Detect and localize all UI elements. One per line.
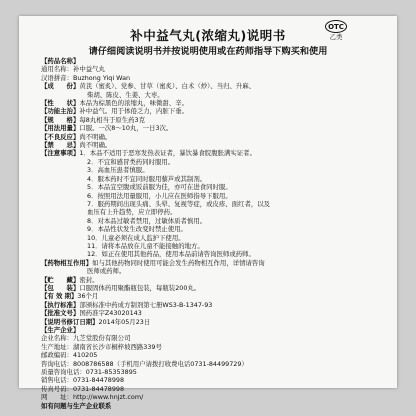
section-label: 【贮 藏】: [41, 275, 80, 284]
field-label: 生产地址：: [41, 342, 73, 351]
field-value: 国药准字Z43020143: [79, 309, 142, 318]
website-link[interactable]: http://www.hnjzt.com/: [72, 393, 144, 402]
note-item: 11．请将本品放在儿童不能接触的地方。: [87, 241, 204, 250]
field-value: 每8丸相当于原生药3克: [79, 115, 145, 124]
adverse-row: [41, 133, 371, 141]
section-label: 【规 格】: [41, 115, 80, 124]
field-value: 0731-85353895: [85, 368, 137, 377]
document-subtitle: 请仔细阅读说明书并按说明使用或在药师指导下购买和使用: [88, 46, 328, 57]
section-label: 【性 状】: [41, 99, 80, 108]
notes-header-row: [41, 149, 371, 157]
otc-grade: 乙类: [329, 33, 343, 41]
storage-row: [41, 276, 371, 284]
interaction-row: [41, 259, 371, 267]
section-label: 【注意事项】: [41, 149, 80, 158]
sales-phone-row: [41, 376, 371, 384]
section-label: 【药品名称】: [41, 57, 80, 65]
section-label: 【药物相互作用】: [41, 258, 93, 267]
field-value: Buzhong Yiqi Wan: [72, 73, 131, 82]
fax-row: [41, 385, 371, 393]
field-value: 410205: [72, 351, 98, 360]
section-label: 【包 装】: [41, 283, 80, 292]
note-item: 8．对本品过敏者禁用，过敏体质者慎用。: [87, 216, 207, 225]
field-value: 尚不明确。: [79, 132, 112, 141]
dosage-row: [41, 124, 371, 132]
field-value: 0731-84478998: [72, 376, 125, 385]
field-value: 口服固体药用聚酯瓶包装，每瓶装200丸。: [79, 283, 201, 292]
field-label: 通用名称：: [41, 65, 73, 74]
field-value: 尚不明确。: [79, 141, 112, 150]
field-value: 口服。一次8～10丸，一日3次。: [79, 124, 173, 133]
validity-row: [41, 292, 371, 300]
instruction-sheet: [19, 16, 397, 410]
note-item: 12．如正在使用其他药品，使用本品前请咨询医师或药师。: [87, 250, 255, 259]
indications-row: [41, 107, 371, 115]
note-item: 4．服本药时不宜同时服用藜芦或其制剂。: [87, 174, 207, 183]
field-value: 医师或药师。: [87, 267, 126, 276]
field-value: 2014年05月23日: [98, 317, 151, 326]
section-label: 【批准文号】: [41, 309, 80, 318]
field-label: 网 址：: [41, 393, 73, 402]
specification-row: [41, 116, 371, 124]
note-item: 3．高血压患者慎服。: [87, 166, 149, 175]
instruction-body: [41, 57, 371, 410]
website-row: [41, 393, 371, 401]
section-label: 【功能主治】: [41, 107, 80, 116]
section-label: 【成 份】: [41, 82, 80, 91]
note-item: 血压有上升趋势，应立即停药。: [87, 208, 177, 217]
field-value: 补中益气丸: [72, 65, 105, 74]
field-label: 企业名称：: [41, 334, 73, 343]
footer-note: 如有问题与生产企业联系: [41, 401, 112, 410]
standard-row: [41, 301, 371, 309]
note-item: 6．按照用法用量服用，小儿应在医师指导下服用。: [87, 191, 232, 200]
field-value: 黄芪（蜜炙）、党参、甘草（蜜炙）、白术（炒）、当归、升麻、: [79, 82, 256, 91]
note-item: 2．不宜和感冒类药同时服用。: [87, 157, 175, 166]
field-label: 质量咨询电话：: [41, 368, 86, 377]
section-label: 【禁 忌】: [41, 141, 80, 150]
section-label: 【不良反应】: [41, 132, 80, 141]
footer-row: [41, 402, 371, 410]
revision-row: [41, 318, 371, 326]
section-label: 【生产企业】: [41, 326, 80, 334]
note-item: 5．本品宜空腹或饭前服为佳，亦可在进食同时服。: [87, 183, 232, 192]
field-value: 本品为棕黑色的浓缩丸，味微甜、辛。: [79, 99, 188, 108]
field-value: 湖南省长沙市桐梓坡西路339号: [72, 342, 162, 351]
field-value: 柴胡、陈皮、生姜、大枣。: [87, 90, 164, 99]
field-label: 咨询电话：: [41, 359, 73, 368]
section-label: 【有 效 期】: [41, 292, 78, 301]
common-name-row: [41, 65, 371, 73]
hotline-row: [41, 360, 371, 368]
approval-row: [41, 309, 371, 317]
note-item: 9．本品性状发生改变时禁止使用。: [87, 225, 187, 234]
field-label: 邮政编码：: [41, 351, 73, 360]
address-row: [41, 343, 371, 351]
field-value: 九芝堂股份有限公司: [72, 334, 131, 343]
field-value: 8008786588（手机用户请拨打收费电话0731-84499729）: [72, 359, 248, 368]
interaction-row-continued: [41, 267, 371, 275]
ingredients-row: [41, 82, 371, 90]
field-value: 36个月: [77, 292, 99, 301]
section-label: 【说明书修订日期】: [41, 317, 99, 326]
section-label: 【用法用量】: [41, 124, 80, 133]
postcode-row: [41, 351, 371, 359]
company-name-row: [41, 334, 371, 342]
field-value: 补中益气。用于体倦乏力，内脏下垂。: [79, 107, 188, 116]
otc-badge: OTC: [325, 20, 347, 33]
field-value: 部颁标准中药成方制剂第七册WS3-B-1347-93: [79, 300, 213, 309]
field-value: 如与其他药物同时使用可能会发生药物相互作用，详情请咨询: [92, 258, 265, 267]
note-item: 10．儿童必须在成人监护下使用。: [87, 233, 185, 242]
section-label: 【执行标准】: [41, 300, 80, 309]
document-title: 补中益气丸(浓缩丸)说明书: [130, 28, 286, 43]
field-label: 销售电话：: [41, 376, 73, 385]
field-label: 传真号码：: [41, 384, 73, 393]
quality-phone-row: [41, 368, 371, 376]
field-value: 密封。: [79, 275, 99, 284]
note-item: 7．服药期间出现头痛、头晕、复视等症，或皮疹、面红者，以及: [87, 199, 271, 208]
note-item: 1．本品不适用于恶寒发热表证者，暴饮暴食脘腹胀满实证者。: [79, 149, 256, 158]
field-label: 汉语拼音：: [41, 73, 73, 82]
ingredients-row-continued: [41, 91, 371, 99]
field-value: 0731-84478998: [72, 384, 125, 393]
pinyin-row: [41, 74, 371, 82]
